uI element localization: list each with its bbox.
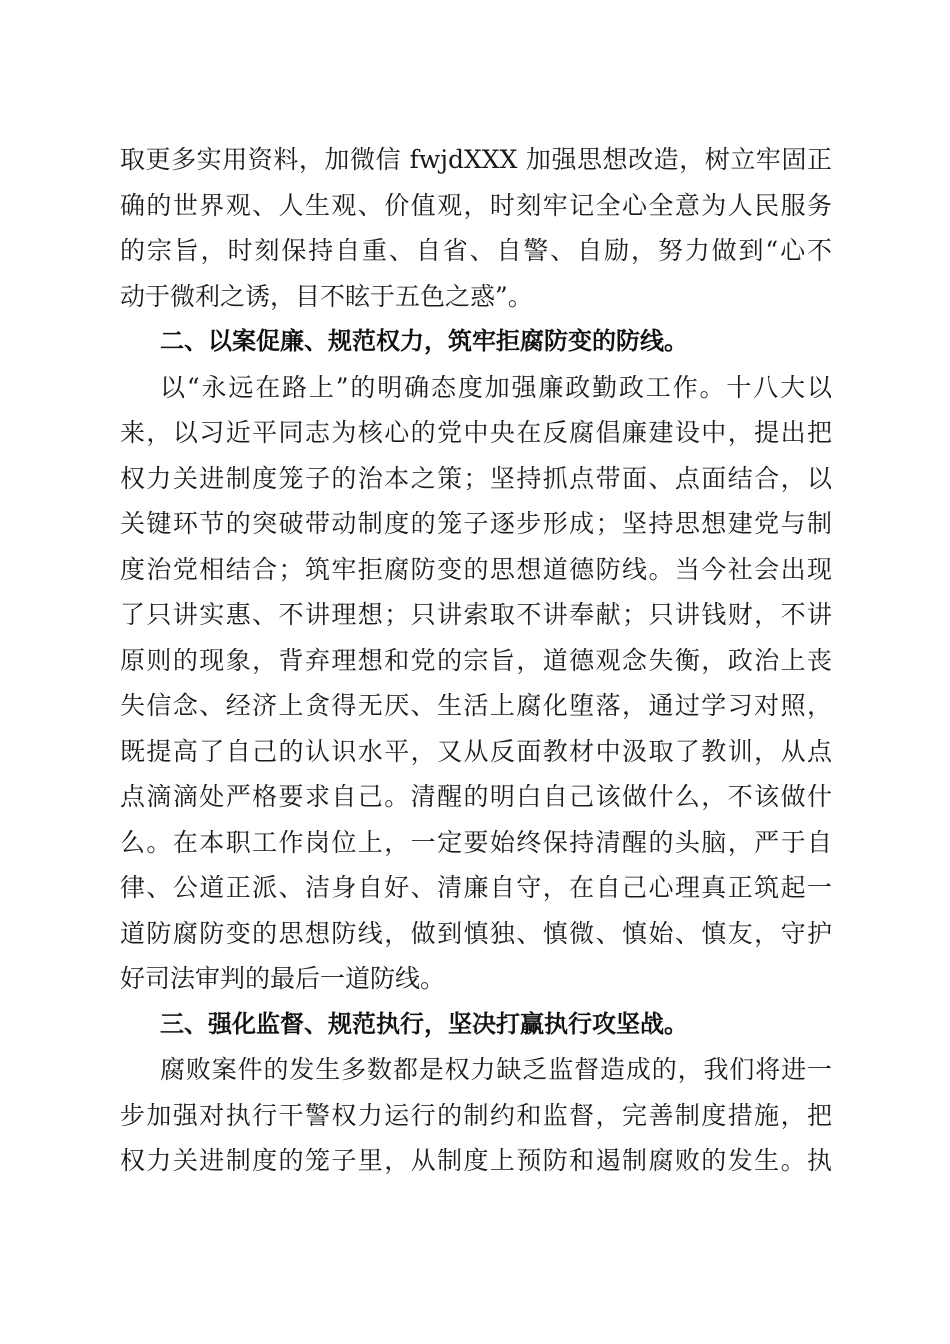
text-line: 步加强对执行干警权力运行的制约和监督，完善制度措施，把 <box>120 1100 832 1130</box>
text-line: 么。在本职工作岗位上，一定要始终保持清醒的头脑，严于自 <box>120 827 832 857</box>
text-line: 失信念、经济上贪得无厌、生活上腐化堕落，通过学习对照， <box>120 691 832 720</box>
text-line: 以“永远在路上”的明确态度加强廉政勤政工作。十八大以 <box>160 372 832 402</box>
text-line: 腐败案件的发生多数都是权力缺乏监督造成的，我们将进一 <box>160 1055 832 1084</box>
text-line: 律、公道正派、洁身自好、清廉自守，在自己心理真正筑起一 <box>120 873 832 902</box>
text-line: 权力关进制度的笼子里，从制度上预防和遏制腐败的发生。执 <box>120 1146 832 1175</box>
text-line: 了只讲实惠、不讲理想；只讲索取不讲奉献；只讲钱财，不讲 <box>120 600 832 629</box>
text-line: 度治党相结合；筑牢拒腐防变的思想道德防线。当今社会出现 <box>120 554 832 584</box>
text-line: 点滴滴处严格要求自己。清醒的明白自己该做什么，不该做什 <box>120 782 832 811</box>
text-line: 确的世界观、人生观、价值观，时刻牢记全心全意为人民服务 <box>120 190 832 220</box>
text-line: 既提高了自己的认识水平，又从反面教材中汲取了教训，从点 <box>120 736 832 766</box>
document-body <box>120 137 832 1184</box>
text-line: 道防腐防变的思想防线，做到慎独、慎微、慎始、慎友，守护 <box>120 918 832 948</box>
text-line: 原则的现象，背弃理想和党的宗旨，道德观念失衡，政治上丧 <box>120 645 832 675</box>
text-line: 来，以习近平同志为核心的党中央在反腐倡廉建设中，提出把 <box>120 418 832 447</box>
text-line: 好司法审判的最后一道防线。 <box>120 964 446 993</box>
text-line: 关键环节的突破带动制度的笼子逐步形成；坚持思想建党与制 <box>120 509 832 538</box>
text-line: 动于微利之诱，目不眩于五色之惑”。 <box>120 281 533 311</box>
text-line: 权力关进制度笼子的治本之策；坚持抓点带面、点面结合，以 <box>120 463 832 493</box>
text-line: 取更多实用资料，加微信 fwjdXXX 加强思想改造，树立牢固正 <box>120 145 832 174</box>
paragraph-1 <box>120 137 832 319</box>
text-line: 的宗旨，时刻保持自重、自省、自警、自励，努力做到“心不 <box>120 236 832 265</box>
paragraph-3 <box>120 1047 832 1184</box>
section-heading-2: 二、以案促廉、规范权力，筑牢拒腐防变的防线。 <box>160 327 688 355</box>
paragraph-2 <box>120 365 832 1002</box>
section-heading-3: 三、强化监督、规范执行，坚决打赢执行攻坚战。 <box>160 1009 688 1038</box>
